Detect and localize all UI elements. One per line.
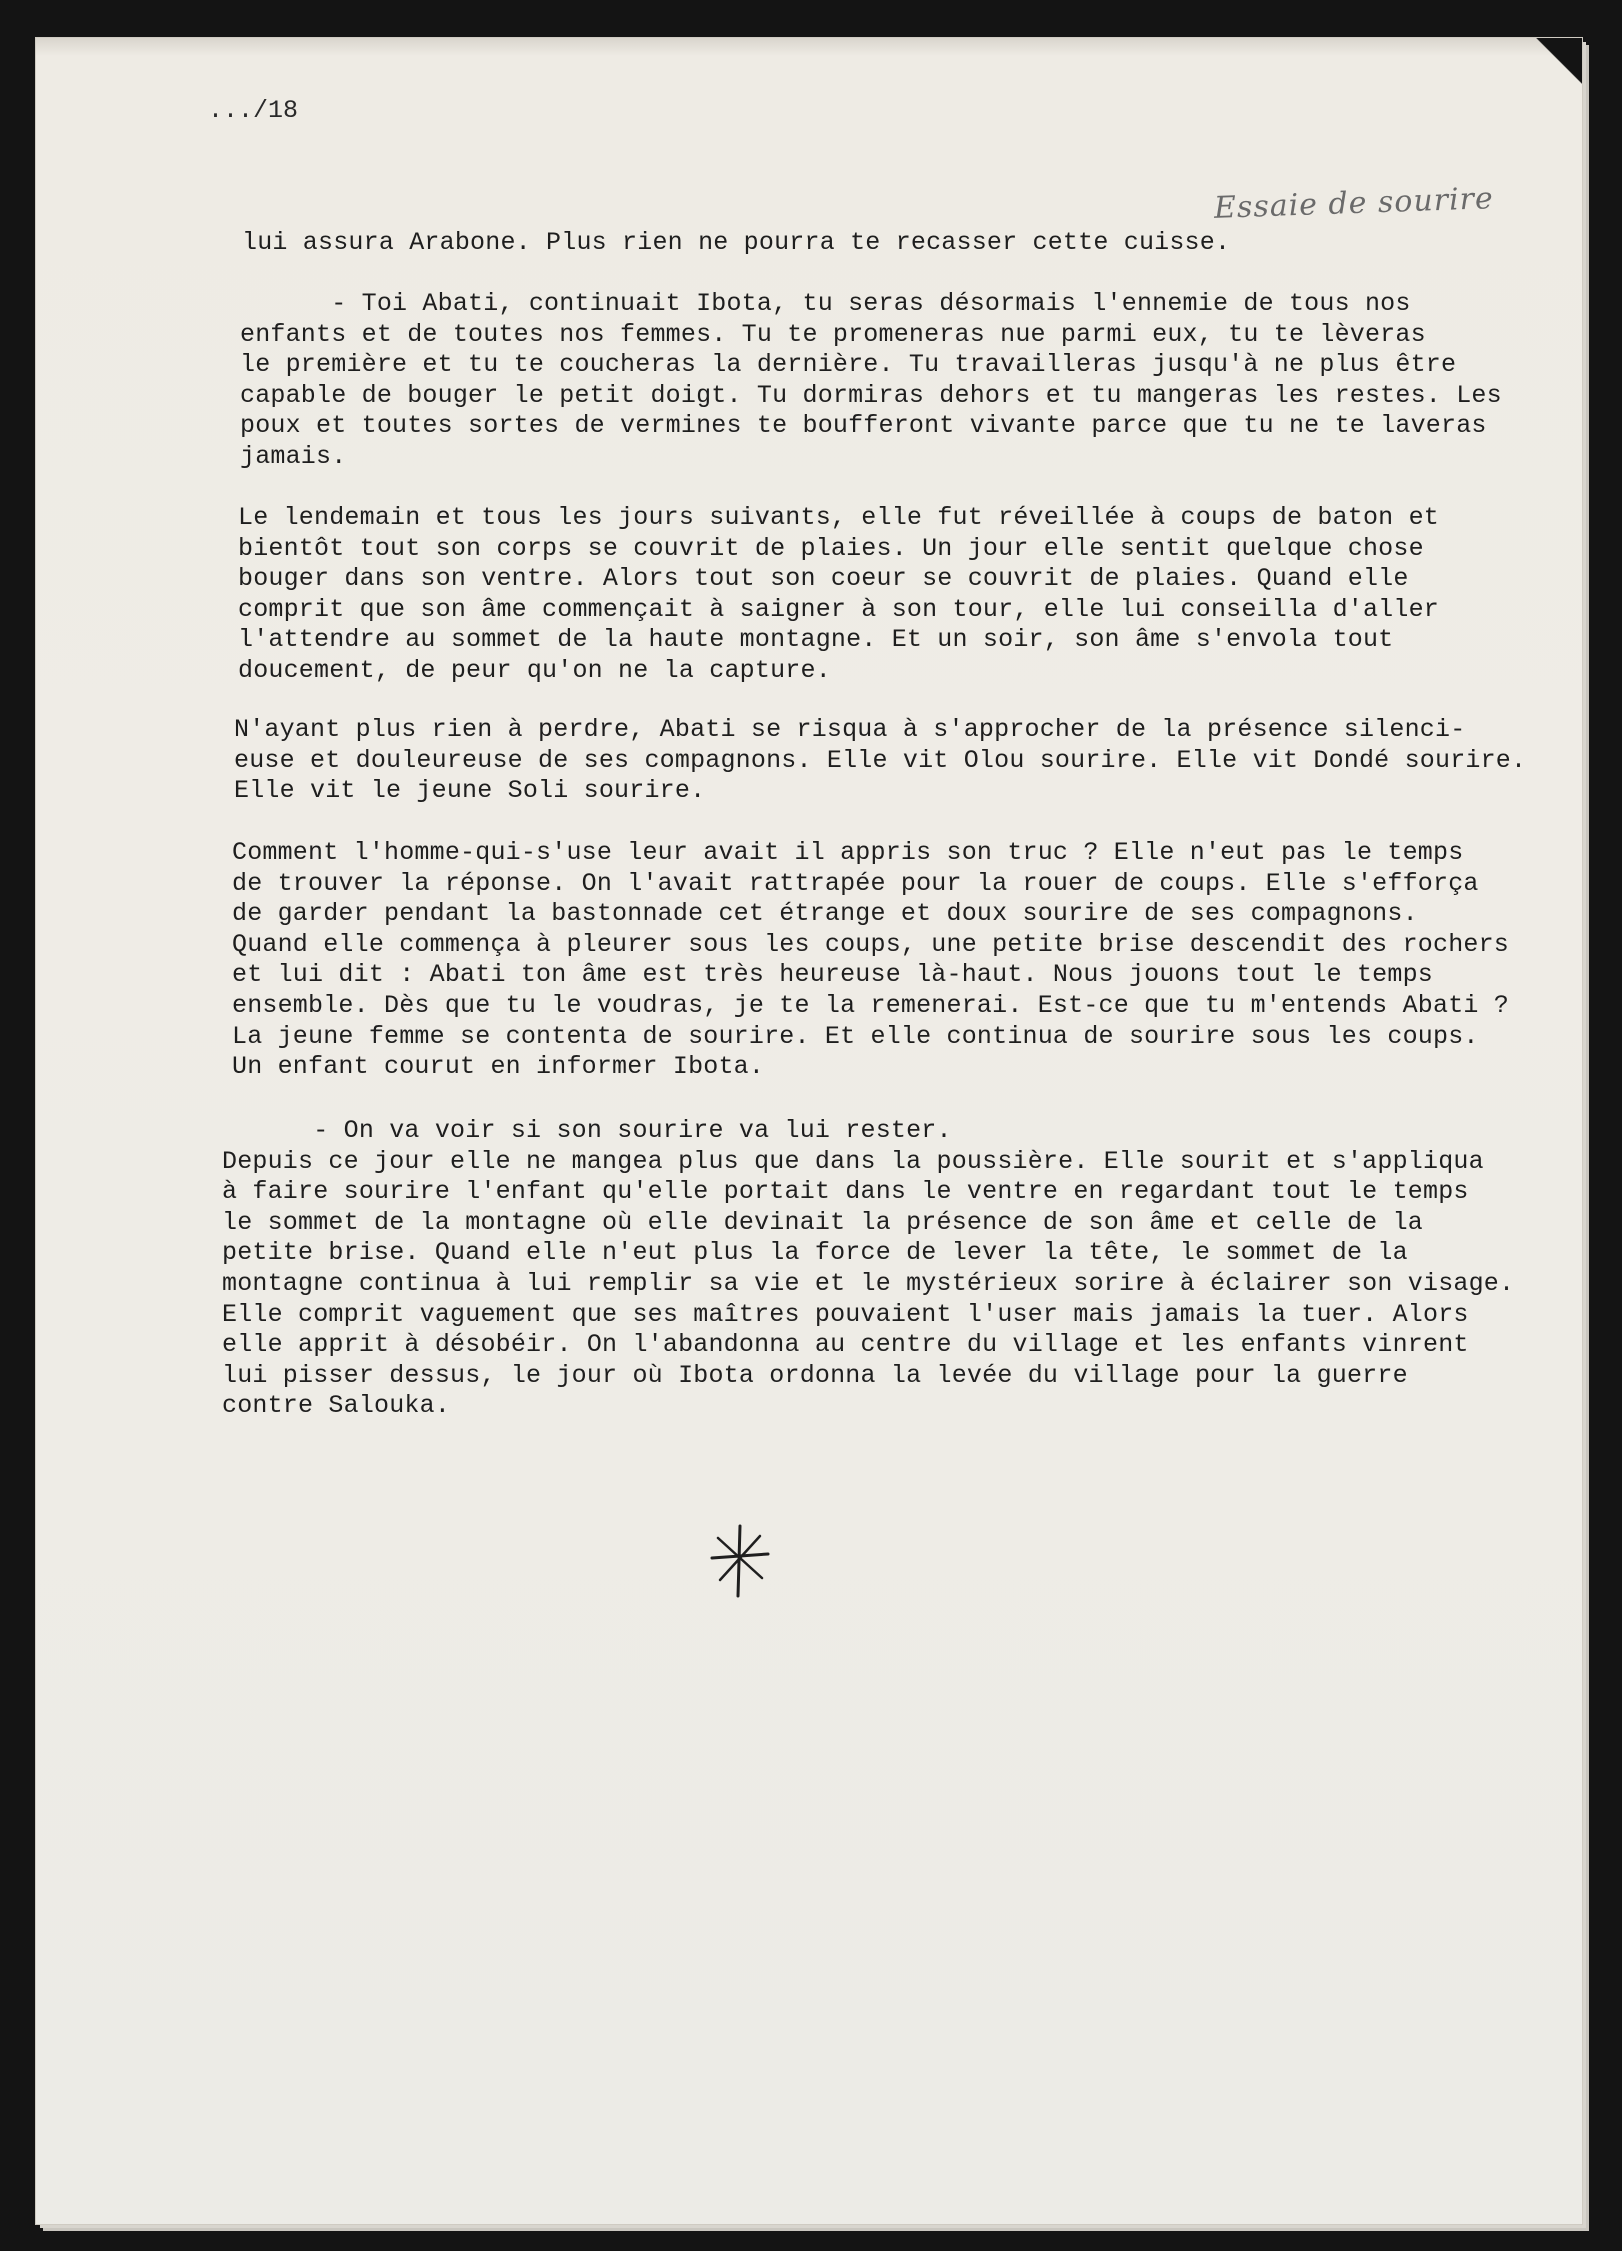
paragraph-6: - On va voir si son sourire va lui rester. Depuis ce jour elle ne mangea plus que dans la poussière. Elle sourit et s'appliqua à faire sourire l'enfant qu'elle portait dans le ventre en regardant tout le temps le sommet de la montagne où elle devinait la présence de son âme et celle de la petite brise. Quand elle n'eut plus la force de lever la tête, le sommet de la montagne continua à lui remplir sa vie et le mystérieux sorire à éclairer son visage. Elle comprit vaguement que ses maîtres pouvaient l'user mais jamais la tuer. Alors elle apprit à désobéir. On l'abandonna au centre du village et les enfants vinrent lui pisser dessus, le jour où Ibota ordonna la levée du village pour la guerre contre Salouka. [222, 1116, 1515, 1421]
paragraph-4: N'ayant plus rien à perdre, Abati se risqua à s'approcher de la présence silenci- euse et douleureuse de ses compagnons. Elle vit Olou sourire. Elle vit Dondé sourire. Elle vit le jeune Soli sourire. [234, 715, 1527, 806]
paragraph-5: Comment l'homme-qui-s'use leur avait il appris son truc ? Elle n'eut pas le temps de trouver la réponse. On l'avait rattrapée pour la rouer de coups. Elle s'efforça de garder pendant la bastonnade cet étrange et doux sourire de ses compagnons. Quand elle commença à pleurer sous les coups, une petite brise descendit des rochers et lui dit : Abati ton âme est très heureuse là-haut. Nous jouons tout le temps ensemble. Dès que tu le voudras, je te la remenerai. Est-ce que tu m'entends Abati ? La jeune femme se contenta de sourire. Et elle continua de sourire sous les coups. Un enfant courut en informer Ibota. [232, 838, 1510, 1082]
asterisk-mark-icon [704, 1520, 774, 1600]
paragraph-2: - Toi Abati, continuait Ibota, tu seras désormais l'ennemie de tous nos enfants et de toutes nos femmes. Tu te promeneras nue parmi eux, tu te lèveras le première et tu te coucheras la dernière. Tu travailleras jusqu'à ne plus être capable de bouger le petit doigt. Tu dormiras dehors et tu mangeras les restes. Les poux et toutes sortes de vermines te boufferont vivante parce que tu ne te laveras jamais. [240, 289, 1502, 471]
handwritten-note: Essaie de sourire [1213, 181, 1495, 226]
torn-corner [1492, 38, 1582, 98]
page-number: .../18 [208, 96, 299, 125]
paragraph-3: Le lendemain et tous les jours suivants, elle fut réveillée à coups de baton et bientôt tout son corps se couvrit de plaies. Un jour elle sentit quelque chose bouger dans son ventre. Alors tout son coeur se couvrit de plaies. Quand elle comprit que son âme commençait à saigner à son tour, elle lui conseilla d'aller l'attendre au sommet de la haute montagne. Et un soir, son âme s'envola tout doucement, de peur qu'on ne la capture. [238, 503, 1439, 685]
sheet-top-edge [36, 38, 1582, 56]
paragraph-1: lui assura Arabone. Plus rien ne pourra te recasser cette cuisse. [242, 228, 1231, 257]
